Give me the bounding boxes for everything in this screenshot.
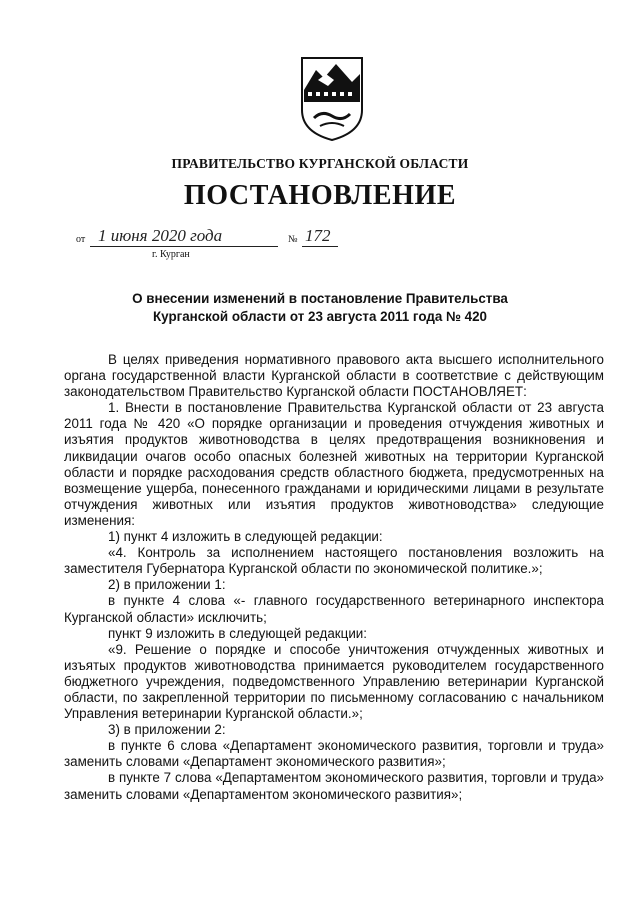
- resolution-title: [60, 290, 580, 325]
- resolution-title-line: О внесении изменений в постановление Правительства: [132, 291, 508, 306]
- date-prefix: от: [76, 234, 86, 245]
- body-paragraph: «9. Решение о порядке и способе уничтожения отчужденных животных и изъятых продуктов животноводства принимается руководителем государственного бюджетного учреждения, подведомственного Управлению ветеринарии Курганской области, по закрепленной территории по письменному согласованию с начальником Управления ветеринарии Курганской области.»;: [64, 641, 604, 722]
- body-paragraph: в пункте 6 слова «Департамент экономического развития, торговли и труда» заменить словами «Департамент экономического развития»;: [64, 738, 604, 770]
- resolution-title-line: Курганской области от 23 августа 2011 года № 420: [153, 308, 487, 324]
- body-paragraph: 3) в приложении 2:: [108, 722, 226, 738]
- body-paragraph: в пункте 4 слова «- главного государственного ветеринарного инспектора Курганской области» исключить;: [64, 593, 604, 625]
- document-type-title: ПОСТАНОВЛЕНИЕ: [183, 180, 457, 211]
- body-paragraph: 1. Внести в постановление Правительства Курганской области от 23 августа 2011 года № 420 «О порядке организации и проведения отчуждения животных и изъятия продуктов животноводства в целях предотвращения возникновения и ликвидации очагов особо опасных болезней животных на территории Курганской области и порядке расходования средств областного бюджета, предусмотренных на возмещение ущерба, понесенного гражданами и юридическими лицами в результате отчуждения животных или изъятия продуктов животноводства» следующие изменения:: [64, 400, 604, 528]
- body-paragraph: пункт 9 изложить в следующей редакции:: [108, 625, 367, 641]
- body-paragraph: В целях приведения нормативного правового акта высшего исполнительного органа государственной власти Курганской области в соответствие с действующим законодательством Правительство Курганской области ПОСТАНОВЛЯЕТ:: [64, 352, 604, 400]
- body-paragraph: «4. Контроль за исполнением настоящего постановления возложить на заместителя Губернатора Курганской области по экономической политике.»;: [64, 545, 604, 577]
- coat-of-arms-emblem: [300, 56, 364, 142]
- number-underline: [302, 246, 338, 247]
- date-underline: [90, 246, 278, 247]
- body-paragraph: в пункте 7 слова «Департаментом экономического развития, торговли и труда» заменить словами «Департаментом экономического развития»;: [64, 770, 604, 802]
- handwritten-date: 1 июня 2020 года: [98, 226, 223, 245]
- body-paragraph: 2) в приложении 1:: [108, 577, 226, 593]
- document-body: [64, 352, 604, 803]
- body-paragraph: 1) пункт 4 изложить в следующей редакции:: [108, 529, 383, 545]
- handwritten-number: 172: [305, 226, 331, 245]
- organization-title: ПРАВИТЕЛЬСТВО КУРГАНСКОЙ ОБЛАСТИ: [171, 156, 469, 171]
- city-label: г. Курган: [152, 249, 190, 260]
- number-prefix: №: [288, 234, 298, 245]
